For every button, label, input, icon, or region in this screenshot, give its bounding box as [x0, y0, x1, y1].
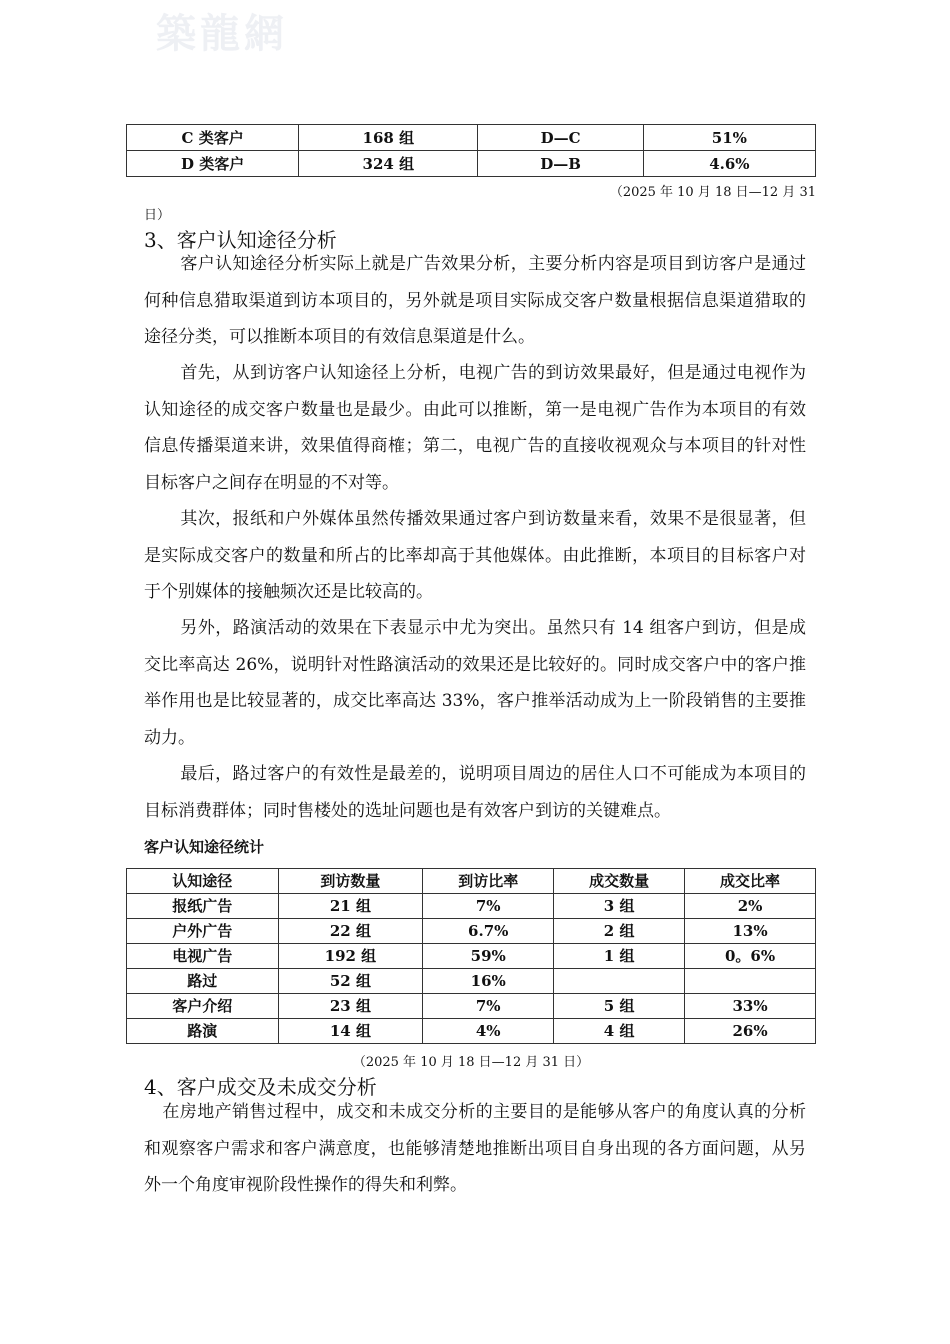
table-cell	[554, 969, 685, 994]
table-cell: 0。6%	[685, 944, 816, 969]
table-caption: 客户认知途径统计	[144, 838, 265, 856]
table-row	[127, 994, 816, 1019]
table-cell: 6.7%	[423, 919, 554, 944]
table-cell: 2%	[685, 894, 816, 919]
table-row	[127, 1019, 816, 1044]
table-cell: 168 组	[299, 125, 478, 151]
table-cell: 客户介绍	[127, 994, 279, 1019]
paragraph: 在房地产销售过程中，成交和未成交分析的主要目的是能够从客户的角度认真的分析和观察客户需求和客户满意度，也能够清楚地推断出项目自身出现的各方面问题，从另外一个角度审视阶段性操作的得失和利弊。	[144, 1102, 806, 1195]
column-header: 成交比率	[685, 869, 816, 894]
date-range-note: （2025 年 10 月 18 日—12 月 31 日）	[352, 1055, 590, 1070]
table-cell: 13%	[685, 919, 816, 944]
table-cell	[685, 969, 816, 994]
watermark-logo: 築龍網	[156, 10, 288, 57]
table-cell: 51%	[643, 125, 815, 151]
date-range-note: （2025 年 10 月 18 日—12 月 31	[609, 185, 816, 200]
table-cell: 4 组	[554, 1019, 685, 1044]
table-row	[127, 894, 816, 919]
table-cell: 电视广告	[127, 944, 279, 969]
paragraph: 客户认知途径分析实际上就是广告效果分析，主要分析内容是项目到访客户是通过何种信息猎取渠道到访本项目的，另外就是项目实际成交客户数量根据信息渠道猎取的途径分类，可以推断本项目的有效信息渠道是什么。	[144, 254, 806, 347]
section-4-heading: 4、客户成交及未成交分析	[144, 1075, 377, 1099]
table-cell: 户外广告	[127, 919, 279, 944]
top-customer-class-table	[126, 124, 816, 177]
paragraph: 另外，路演活动的效果在下表显示中尤为突出。虽然只有 14 组客户到访，但是成交比率高达 26%，说明针对性路演活动的效果还是比较好的。同时成交客户中的客户推举作用也是比较显著的，成交比率高达 33%，客户推举活动成为上一阶段销售的主要推动力。	[144, 618, 806, 748]
paragraph: 其次，报纸和户外媒体虽然传播效果通过客户到访数量来看，效果不是很显著，但是实际成交客户的数量和所占的比率却高于其他媒体。由此推断，本项目的目标客户对于个别媒体的接触频次还是比较高的。	[144, 509, 806, 602]
table-row	[127, 969, 816, 994]
table-cell: D—C	[478, 125, 643, 151]
table-cell: 3 组	[554, 894, 685, 919]
table-cell: 路演	[127, 1019, 279, 1044]
table-row	[127, 944, 816, 969]
table-cell: 26%	[685, 1019, 816, 1044]
table-cell: 192 组	[278, 944, 423, 969]
section-3-heading: 3、客户认知途径分析	[144, 228, 337, 252]
table-cell: 1 组	[554, 944, 685, 969]
table-cell: 路过	[127, 969, 279, 994]
table-cell: 59%	[423, 944, 554, 969]
table-cell: D 类客户	[127, 151, 299, 177]
paragraph: 最后，路过客户的有效性是最差的，说明项目周边的居住人口不可能成为本项目的目标消费群体；同时售楼处的选址问题也是有效客户到访的关键难点。	[144, 764, 806, 821]
table-cell: 22 组	[278, 919, 423, 944]
table-cell: 报纸广告	[127, 894, 279, 919]
table-row	[127, 125, 816, 151]
paragraph: 首先，从到访客户认知途径上分析，电视广告的到访效果最好，但是通过电视作为认知途径的成交客户数量也是最少。由此可以推断，第一是电视广告作为本项目的有效信息传播渠道来讲，效果值得商榷；第二，电视广告的直接收视观众与本项目的针对性目标客户之间存在明显的不对等。	[144, 363, 806, 493]
table-header-row	[127, 869, 816, 894]
table-cell: D—B	[478, 151, 643, 177]
table-cell: 7%	[423, 894, 554, 919]
table-cell: 4%	[423, 1019, 554, 1044]
table-row	[127, 151, 816, 177]
table-cell: 16%	[423, 969, 554, 994]
table-cell: 14 组	[278, 1019, 423, 1044]
table-cell: 52 组	[278, 969, 423, 994]
date-range-note-continued: 日）	[144, 208, 171, 223]
column-header: 认知途径	[127, 869, 279, 894]
table-cell: 7%	[423, 994, 554, 1019]
table-cell: 21 组	[278, 894, 423, 919]
table-cell: 4.6%	[643, 151, 815, 177]
column-header: 到访比率	[423, 869, 554, 894]
table-cell: 33%	[685, 994, 816, 1019]
table-row	[127, 919, 816, 944]
table-cell: 324 组	[299, 151, 478, 177]
column-header: 成交数量	[554, 869, 685, 894]
table-cell: 23 组	[278, 994, 423, 1019]
table-cell: C 类客户	[127, 125, 299, 151]
table-cell: 5 组	[554, 994, 685, 1019]
column-header: 到访数量	[278, 869, 423, 894]
table-cell: 2 组	[554, 919, 685, 944]
customer-channel-stats-table	[126, 868, 816, 1044]
